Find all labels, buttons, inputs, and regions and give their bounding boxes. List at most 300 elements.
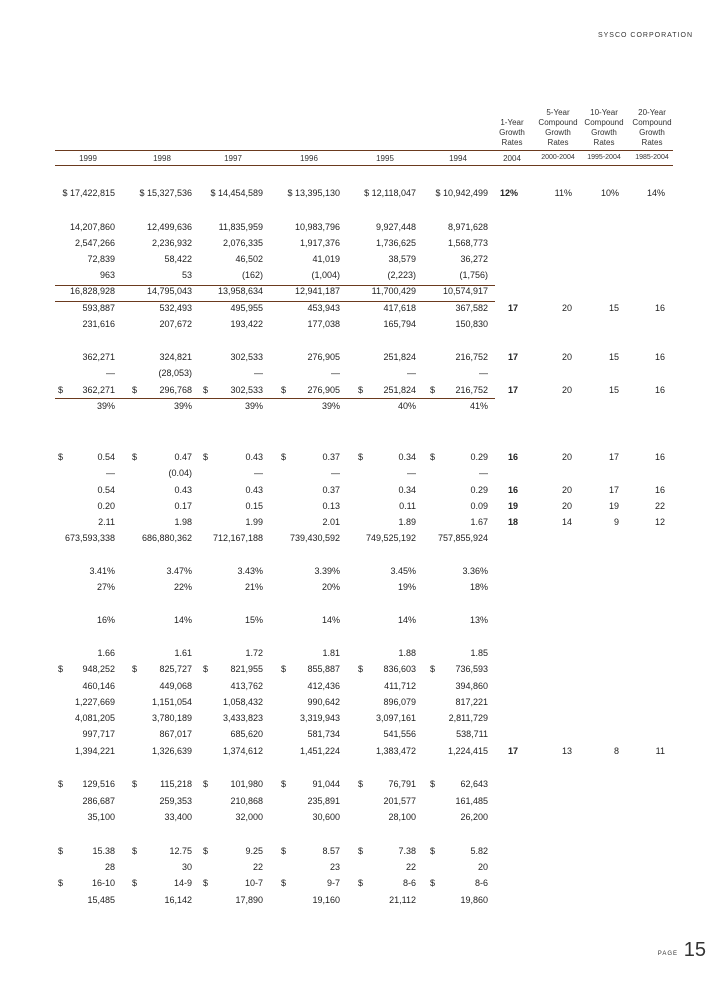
table-cell: 1.88 [398, 648, 416, 658]
table-cell: 193,422 [230, 319, 263, 329]
currency-symbol: $ [203, 846, 209, 856]
growth-rate-cell: 17 [507, 385, 518, 395]
table-cell: 3,097,161 [375, 713, 416, 723]
table-cell: — [331, 368, 340, 378]
currency-symbol: $ [203, 878, 209, 888]
growth-header-3: 10-Year Compound Growth Rates [584, 108, 624, 147]
header-rule-bottom [55, 165, 673, 166]
table-cell: (2,223) [387, 270, 416, 280]
table-cell: 28,100 [388, 812, 416, 822]
table-cell: 58,422 [164, 254, 192, 264]
table-cell: 251,824 [383, 352, 416, 362]
table-cell: 0.37 [322, 452, 340, 462]
table-cell: 16,142 [164, 895, 192, 905]
table-cell: 19,860 [460, 895, 488, 905]
table-cell: 449,068 [159, 681, 192, 691]
growth-rate-cell: 20 [561, 485, 572, 495]
table-row [0, 878, 728, 892]
table-cell: 367,582 [455, 303, 488, 313]
currency-symbol: $ [358, 385, 364, 395]
growth-rate-cell: 17 [507, 352, 518, 362]
table-cell: 0.29 [470, 452, 488, 462]
currency-symbol: $ [58, 878, 64, 888]
currency-symbol: $ [281, 385, 287, 395]
currency-symbol: $ [203, 664, 209, 674]
table-cell: 9-7 [326, 878, 340, 888]
table-cell: 3.36% [462, 566, 488, 576]
table-cell: 1,227,669 [74, 697, 115, 707]
currency-symbol: $ [430, 878, 436, 888]
table-cell: (162) [241, 270, 263, 280]
table-row [0, 238, 728, 252]
table-cell: 216,752 [455, 385, 488, 395]
page-label: PAGE [657, 951, 678, 957]
growth-rate-cell: 20 [561, 352, 572, 362]
table-cell: 817,221 [455, 697, 488, 707]
table-cell: 10-7 [244, 878, 263, 888]
table-cell: 685,620 [230, 729, 263, 739]
table-cell: 39% [96, 401, 115, 411]
table-row [0, 485, 728, 499]
table-cell: 736,593 [455, 664, 488, 674]
table-cell: 14,795,043 [146, 286, 192, 296]
table-cell: 417,618 [383, 303, 416, 313]
table-cell: 324,821 [159, 352, 192, 362]
table-row [0, 385, 728, 399]
table-row [0, 729, 728, 743]
growth-rate-cell: 14% [646, 188, 665, 198]
table-row [0, 468, 728, 482]
table-cell: 7.38 [398, 846, 416, 856]
table-row [0, 188, 728, 202]
currency-symbol: $ [430, 846, 436, 856]
table-cell: 0.09 [470, 501, 488, 511]
table-cell: 20 [477, 862, 488, 872]
currency-symbol: $ [430, 385, 436, 395]
header-rule-top [55, 150, 673, 151]
currency-symbol: $ [281, 779, 287, 789]
table-cell: 0.43 [245, 485, 263, 495]
table-cell: 21,112 [389, 895, 416, 905]
table-cell: 23 [329, 862, 340, 872]
currency-symbol: $ [281, 452, 287, 462]
table-cell: 12.75 [169, 846, 192, 856]
table-row [0, 501, 728, 515]
growth-header-4: 20-Year Compound Growth Rates [632, 108, 672, 147]
table-cell: 201,577 [383, 796, 416, 806]
currency-symbol: $ [281, 878, 287, 888]
table-cell: 15,485 [87, 895, 115, 905]
table-cell: 362,271 [82, 352, 115, 362]
table-cell: 16,828,928 [69, 286, 115, 296]
currency-symbol: $ [132, 878, 138, 888]
table-row [0, 566, 728, 580]
table-cell: 1,383,472 [375, 746, 416, 756]
currency-symbol: $ [358, 878, 364, 888]
table-cell: 948,252 [82, 664, 115, 674]
growth-rate-cell: 15 [608, 385, 619, 395]
table-cell: 0.11 [399, 501, 416, 511]
table-cell: 495,955 [230, 303, 263, 313]
table-cell: 259,353 [159, 796, 192, 806]
table-cell: 0.47 [174, 452, 192, 462]
table-cell: 14,207,860 [69, 222, 115, 232]
growth-period-1: 2004 [503, 154, 521, 163]
table-cell: — [254, 468, 263, 478]
table-row [0, 452, 728, 466]
table-cell: 210,868 [230, 796, 263, 806]
table-cell: 541,556 [383, 729, 416, 739]
table-cell: 39% [173, 401, 192, 411]
table-cell: 673,593,338 [64, 533, 115, 543]
table-cell: 32,000 [235, 812, 263, 822]
growth-rate-cell: 17 [507, 303, 518, 313]
table-cell: 19,160 [312, 895, 340, 905]
table-cell: 12,941,187 [294, 286, 340, 296]
page-number: 15 [683, 939, 706, 961]
table-cell: 216,752 [455, 352, 488, 362]
table-row [0, 401, 728, 415]
table-cell: 207,672 [159, 319, 192, 329]
table-cell: 712,167,188 [212, 533, 263, 543]
table-cell: 3,433,823 [222, 713, 263, 723]
table-cell: 21% [244, 582, 263, 592]
table-cell: 30,600 [312, 812, 340, 822]
table-cell: 1,394,221 [74, 746, 115, 756]
growth-rate-cell: 8 [613, 746, 619, 756]
table-cell: 13% [469, 615, 488, 625]
table-cell: 997,717 [82, 729, 115, 739]
table-cell: 13,958,634 [217, 286, 263, 296]
table-cell: — [479, 468, 488, 478]
table-cell: $ 10,942,499 [435, 188, 488, 198]
table-row [0, 664, 728, 678]
table-cell: 15.38 [92, 846, 115, 856]
table-cell: 0.17 [174, 501, 192, 511]
growth-rate-cell: 17 [608, 485, 619, 495]
table-cell: 963 [99, 270, 115, 280]
table-cell: 286,687 [82, 796, 115, 806]
table-row [0, 254, 728, 268]
table-row [0, 533, 728, 547]
year-header-1999: 1999 [79, 154, 97, 163]
table-cell: 1.61 [174, 648, 192, 658]
table-row [0, 713, 728, 727]
table-row [0, 862, 728, 876]
table-cell: 1,374,612 [222, 746, 263, 756]
table-cell: 27% [96, 582, 115, 592]
table-cell: 0.29 [470, 485, 488, 495]
table-cell: 2,236,932 [151, 238, 192, 248]
table-cell: 855,887 [307, 664, 340, 674]
currency-symbol: $ [358, 664, 364, 674]
table-cell: 460,146 [82, 681, 115, 691]
table-cell: 40% [397, 401, 416, 411]
table-cell: (1,004) [311, 270, 340, 280]
table-cell: — [331, 468, 340, 478]
growth-rate-cell: 17 [608, 452, 619, 462]
growth-rate-cell: 12 [654, 517, 665, 527]
currency-symbol: $ [358, 846, 364, 856]
table-cell: 8-6 [402, 878, 416, 888]
table-cell: 161,485 [455, 796, 488, 806]
table-cell: 12,499,636 [146, 222, 192, 232]
table-cell: 41,019 [312, 254, 340, 264]
table-cell: 3.39% [314, 566, 340, 576]
currency-symbol: $ [358, 779, 364, 789]
table-cell: 33,400 [164, 812, 192, 822]
currency-symbol: $ [132, 452, 138, 462]
table-cell: 0.20 [97, 501, 115, 511]
table-cell: 19% [397, 582, 416, 592]
table-cell: 3,319,943 [299, 713, 340, 723]
table-cell: 453,943 [307, 303, 340, 313]
table-cell: 15% [244, 615, 263, 625]
table-cell: 8,971,628 [447, 222, 488, 232]
table-cell: 0.15 [245, 501, 263, 511]
table-row [0, 368, 728, 382]
table-cell: 3.45% [390, 566, 416, 576]
table-cell: 235,891 [307, 796, 340, 806]
table-cell: 2,811,729 [448, 713, 488, 723]
year-header-1994: 1994 [449, 154, 467, 163]
table-cell: 129,516 [82, 779, 115, 789]
table-row [0, 648, 728, 662]
table-cell: 1.72 [245, 648, 263, 658]
table-cell: 9.25 [245, 846, 263, 856]
year-header-1998: 1998 [153, 154, 171, 163]
table-cell: — [254, 368, 263, 378]
table-cell: 739,430,592 [289, 533, 340, 543]
table-cell: 896,079 [383, 697, 416, 707]
table-cell: 36,272 [460, 254, 488, 264]
growth-rate-cell: 22 [654, 501, 665, 511]
currency-symbol: $ [430, 452, 436, 462]
table-cell: 46,502 [235, 254, 263, 264]
table-cell: 26,200 [460, 812, 488, 822]
table-cell: 62,643 [460, 779, 488, 789]
currency-symbol: $ [430, 664, 436, 674]
table-cell: 9,927,448 [375, 222, 416, 232]
table-cell: — [106, 368, 115, 378]
table-cell: 0.43 [245, 452, 263, 462]
table-cell: 11,835,959 [218, 222, 263, 232]
growth-rate-cell: 15 [608, 352, 619, 362]
currency-symbol: $ [203, 452, 209, 462]
table-cell: 251,824 [383, 385, 416, 395]
table-row [0, 517, 728, 531]
table-cell: 14-9 [173, 878, 192, 888]
table-row [0, 895, 728, 909]
table-cell: 22% [173, 582, 192, 592]
table-cell: 1,326,639 [151, 746, 192, 756]
table-cell: 825,727 [159, 664, 192, 674]
growth-rate-cell: 16 [654, 303, 665, 313]
growth-rate-cell: 19 [507, 501, 518, 511]
table-cell: — [407, 368, 416, 378]
table-cell: 11,700,429 [371, 286, 416, 296]
growth-rate-cell: 9 [613, 517, 619, 527]
growth-rate-cell: 20 [561, 452, 572, 462]
table-cell: 1,224,415 [447, 746, 488, 756]
table-cell: 165,794 [383, 319, 416, 329]
table-cell: (1,756) [459, 270, 488, 280]
table-cell: $ 15,327,536 [139, 188, 192, 198]
table-cell: — [479, 368, 488, 378]
growth-rate-cell: 20 [561, 385, 572, 395]
table-cell: 53 [181, 270, 192, 280]
table-cell: 394,860 [455, 681, 488, 691]
growth-rate-cell: 16 [654, 385, 665, 395]
table-cell: 39% [244, 401, 263, 411]
table-cell: 990,642 [307, 697, 340, 707]
table-cell: 1,451,224 [299, 746, 340, 756]
table-cell: $ 17,422,815 [62, 188, 115, 198]
growth-rate-cell: 11% [554, 188, 572, 198]
currency-symbol: $ [132, 846, 138, 856]
table-cell: 1.98 [174, 517, 192, 527]
table-cell: 0.43 [174, 485, 192, 495]
table-cell: 3.43% [237, 566, 263, 576]
table-cell: 3.47% [166, 566, 192, 576]
table-cell: 16-10 [91, 878, 115, 888]
growth-rate-cell: 16 [654, 485, 665, 495]
table-row [0, 697, 728, 711]
table-cell: 411,712 [384, 681, 416, 691]
table-cell: 20% [321, 582, 340, 592]
table-cell: 276,905 [307, 385, 340, 395]
table-cell: 413,762 [230, 681, 263, 691]
table-cell: 593,887 [82, 303, 115, 313]
growth-rate-cell: 16 [654, 352, 665, 362]
table-cell: 867,017 [159, 729, 192, 739]
table-cell: 0.34 [398, 485, 416, 495]
growth-rate-cell: 19 [608, 501, 619, 511]
currency-symbol: $ [203, 779, 209, 789]
table-cell: 302,533 [230, 352, 263, 362]
table-cell: 296,768 [159, 385, 192, 395]
table-cell: 302,533 [230, 385, 263, 395]
table-cell: 3.41% [89, 566, 115, 576]
table-cell: 276,905 [307, 352, 340, 362]
table-cell: 1.85 [470, 648, 488, 658]
table-row [0, 796, 728, 810]
table-cell: 686,880,362 [141, 533, 192, 543]
table-row [0, 615, 728, 629]
company-name: SYSCO CORPORATION [597, 32, 693, 39]
table-cell: 1.66 [97, 648, 115, 658]
growth-rate-cell: 16 [654, 452, 665, 462]
table-cell: 836,603 [383, 664, 416, 674]
growth-rate-cell: 16 [507, 485, 518, 495]
table-cell: 8.57 [322, 846, 340, 856]
table-cell: 3,780,189 [151, 713, 192, 723]
table-cell: 28 [104, 862, 115, 872]
table-cell: — [106, 468, 115, 478]
table-cell: 14% [173, 615, 192, 625]
table-cell: 1.89 [398, 517, 416, 527]
growth-rate-cell: 16 [507, 452, 518, 462]
table-cell: 412,436 [307, 681, 340, 691]
table-cell: 14% [321, 615, 340, 625]
year-header-1996: 1996 [300, 154, 318, 163]
table-cell: 231,616 [82, 319, 115, 329]
table-cell: 2.01 [322, 517, 340, 527]
growth-rate-cell: 20 [561, 303, 572, 313]
table-cell: 16% [96, 615, 115, 625]
currency-symbol: $ [281, 846, 287, 856]
table-cell: (28,053) [158, 368, 192, 378]
table-cell: $ 12,118,047 [364, 188, 416, 198]
table-cell: 177,038 [307, 319, 340, 329]
currency-symbol: $ [58, 452, 64, 462]
currency-symbol: $ [58, 664, 64, 674]
table-cell: 115,218 [160, 779, 192, 789]
table-cell: (0.04) [168, 468, 192, 478]
table-cell: 0.37 [322, 485, 340, 495]
growth-rate-cell: 15 [608, 303, 619, 313]
table-cell: 22 [252, 862, 263, 872]
table-row [0, 812, 728, 826]
table-cell: 1,058,432 [222, 697, 263, 707]
growth-rate-cell: 17 [507, 746, 518, 756]
growth-rate-cell: 11 [655, 746, 665, 756]
table-cell: 17,890 [235, 895, 263, 905]
table-cell: 35,100 [87, 812, 115, 822]
currency-symbol: $ [132, 664, 138, 674]
currency-symbol: $ [58, 779, 64, 789]
subtotal-rule-2 [55, 301, 495, 302]
table-cell: 2.11 [98, 517, 115, 527]
growth-period-4: 1985-2004 [635, 154, 669, 161]
growth-header-2: 5-Year Compound Growth Rates [538, 108, 578, 147]
table-cell: 91,044 [312, 779, 340, 789]
table-cell: 749,525,192 [365, 533, 416, 543]
table-cell: 4,081,205 [74, 713, 115, 723]
table-row [0, 286, 728, 300]
table-row [0, 846, 728, 860]
table-cell: 0.13 [322, 501, 340, 511]
table-cell: 0.54 [97, 485, 115, 495]
table-cell: 0.54 [97, 452, 115, 462]
growth-period-3: 1995-2004 [587, 154, 621, 161]
table-cell: 362,271 [82, 385, 115, 395]
currency-symbol: $ [132, 385, 138, 395]
table-cell: $ 14,454,589 [210, 188, 263, 198]
table-cell: 532,493 [159, 303, 192, 313]
table-cell: 1.99 [245, 517, 263, 527]
table-cell: — [407, 468, 416, 478]
table-row [0, 681, 728, 695]
table-row [0, 582, 728, 596]
currency-symbol: $ [58, 385, 64, 395]
table-row [0, 746, 728, 760]
table-cell: 8-6 [474, 878, 488, 888]
table-row [0, 270, 728, 284]
table-row [0, 222, 728, 236]
table-row [0, 352, 728, 366]
table-cell: 1.67 [470, 517, 488, 527]
table-cell: 1,917,376 [299, 238, 340, 248]
table-cell: 72,839 [87, 254, 115, 264]
table-cell: 101,980 [230, 779, 263, 789]
table-cell: 39% [321, 401, 340, 411]
table-cell: 150,830 [455, 319, 488, 329]
table-cell: 18% [469, 582, 488, 592]
currency-symbol: $ [58, 846, 64, 856]
table-cell: 22 [405, 862, 416, 872]
table-cell: 10,574,917 [442, 286, 488, 296]
